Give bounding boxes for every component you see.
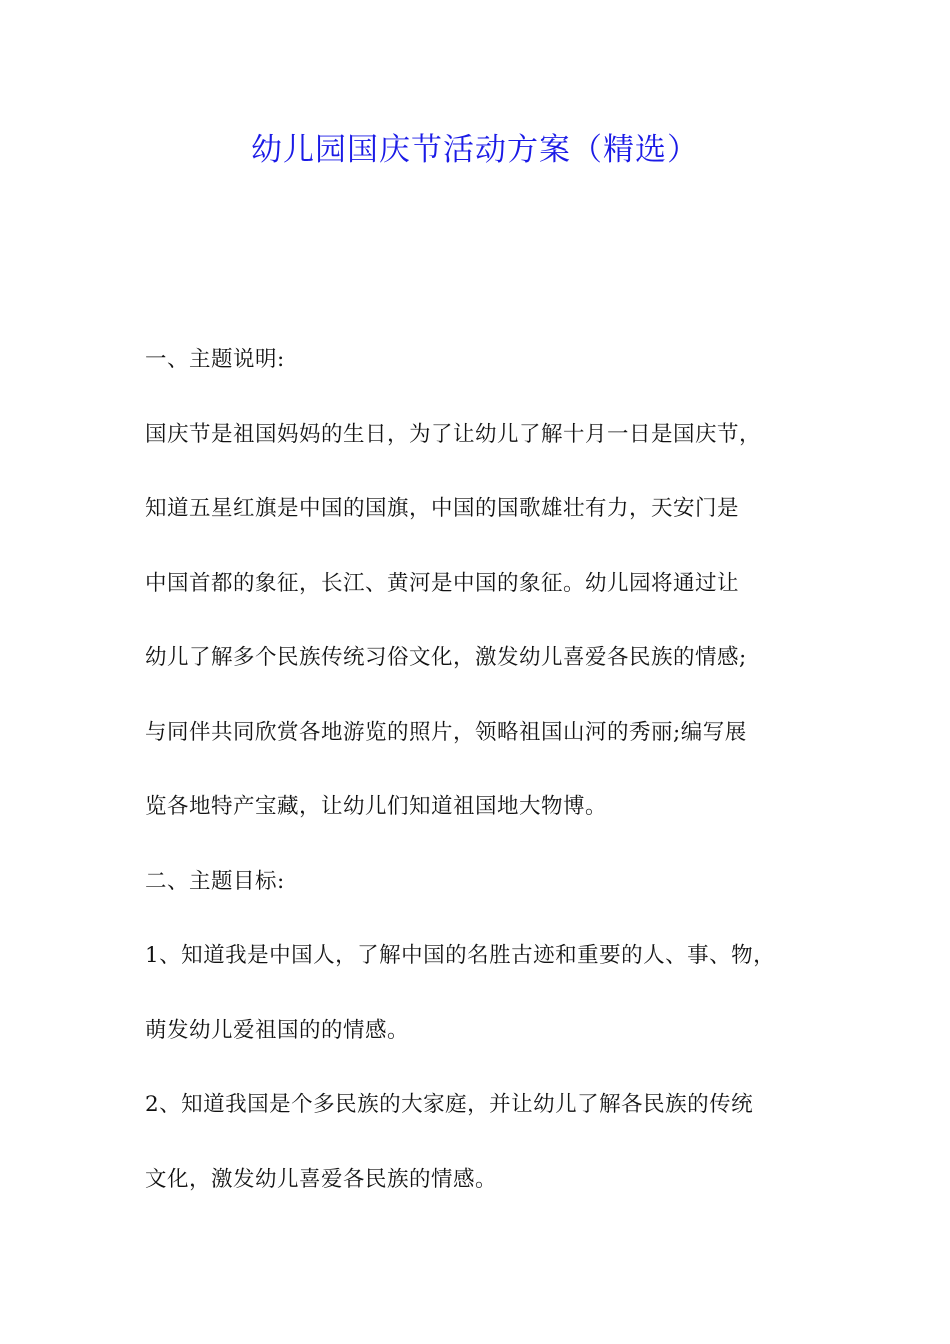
paragraph-line: 幼儿了解多个民族传统习俗文化，激发幼儿喜爱各民族的情感; bbox=[145, 645, 747, 670]
paragraph-line: 与同伴共同欣赏各地游览的照片，领略祖国山河的秀丽;编写展 bbox=[145, 719, 747, 745]
paragraph-line: 览各地特产宝藏，让幼儿们知道祖国地大物博。 bbox=[145, 794, 608, 819]
section-heading-theme-goals: 二、主题目标: bbox=[145, 868, 285, 894]
goal-item-line: 萌发幼儿爱祖国的的情感。 bbox=[145, 1017, 410, 1043]
goal-item-line: 1、知道我是中国人，了解中国的名胜古迹和重要的人、事、物， bbox=[145, 943, 776, 968]
document-body bbox=[145, 338, 815, 1232]
goal-item-line: 文化，激发幼儿喜爱各民族的情感。 bbox=[145, 1166, 498, 1192]
paragraph-line: 国庆节是祖国妈妈的生日，为了让幼儿了解十月一日是国庆节， bbox=[145, 421, 762, 447]
section-heading-theme-description: 一、主题说明: bbox=[145, 347, 285, 372]
goal-item-line: 2、知道我国是个多民族的大家庭，并让幼儿了解各民族的传统 bbox=[145, 1092, 754, 1117]
document-title: 幼儿园国庆节活动方案（精选） bbox=[251, 132, 699, 168]
paragraph-line: 知道五星红旗是中国的国旗，中国的国歌雄壮有力，天安门是 bbox=[145, 496, 740, 521]
paragraph-line: 中国首都的象征，长江、黄河是中国的象征。幼儿园将通过让 bbox=[145, 570, 740, 596]
